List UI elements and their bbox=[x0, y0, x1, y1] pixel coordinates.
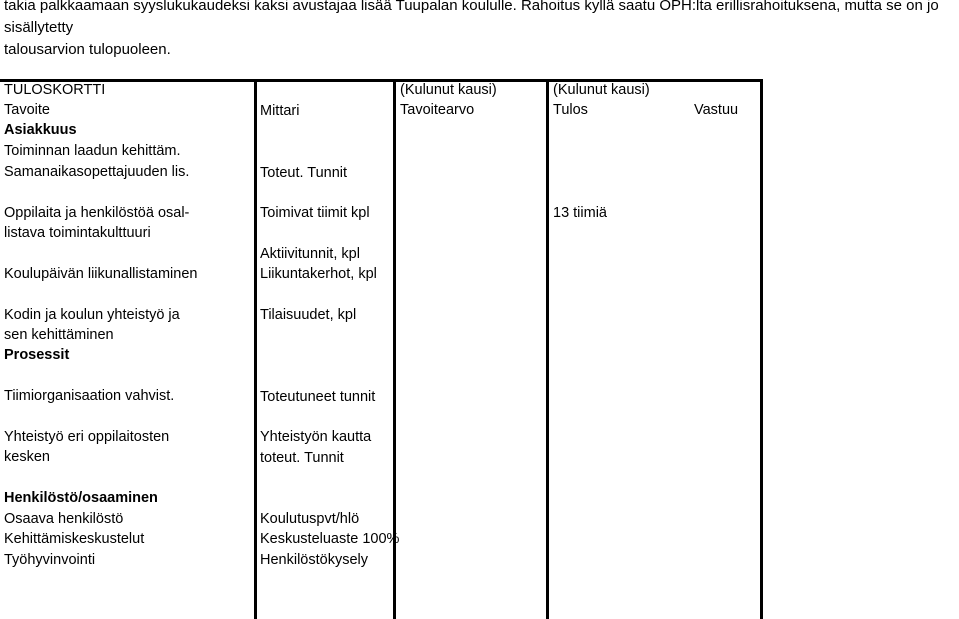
metric-training-days: Koulutuspvt/hlö bbox=[260, 511, 360, 527]
goal-wellbeing: Työhyvinvointi bbox=[4, 552, 96, 568]
intro-line-1: takia palkkaamaan syyslukukaudeksi kaksi avustajaa lisää Tuupalan koululle. Rahoitus kyllä saatu OPH:lta erillisrahoituksena, mutta se on jo sisällytetty bbox=[4, 0, 939, 36]
goal-home-school-2: sen kehittäminen bbox=[4, 327, 114, 343]
card-title: TULOSKORTTI bbox=[4, 82, 106, 98]
goal-participatory-culture-2: listava toimintakulttuuri bbox=[4, 225, 151, 241]
intro-paragraph bbox=[4, 0, 959, 61]
section-processes: Prosessit bbox=[4, 347, 70, 363]
table-divider-4 bbox=[760, 79, 763, 619]
goal-team-organization: Tiimiorganisaation vahvist. bbox=[4, 388, 175, 404]
metric-cooperation-1: Yhteistyön kautta bbox=[260, 429, 372, 445]
section-staff: Henkilöstö/osaaminen bbox=[4, 490, 158, 506]
goal-competent-staff: Osaava henkilöstö bbox=[4, 511, 124, 527]
goal-header: Tavoite bbox=[4, 102, 50, 118]
metric-header: Mittari bbox=[260, 103, 300, 119]
intro-line-2: talousarvion tulopuoleen. bbox=[4, 41, 171, 58]
result-header: Tulos bbox=[553, 102, 588, 118]
target-period-label: (Kulunut kausi) bbox=[400, 82, 497, 98]
goal-cooperation-1: Yhteistyö eri oppilaitosten bbox=[4, 429, 170, 445]
results-card-table bbox=[0, 79, 959, 619]
goal-cooperation-2: kesken bbox=[4, 449, 50, 465]
metric-cooperation-2: toteut. Tunnit bbox=[260, 450, 344, 466]
goal-development-discussions: Kehittämiskeskustelut bbox=[4, 531, 145, 547]
result-teams: 13 tiimiä bbox=[553, 205, 607, 221]
metric-discussion-rate: Keskusteluaste 100% bbox=[260, 531, 400, 547]
table-divider-3 bbox=[546, 79, 549, 619]
goal-co-teaching: Samanaikasopettajuuden lis. bbox=[4, 164, 190, 180]
metric-hours-realized: Toteut. Tunnit bbox=[260, 165, 348, 181]
goal-school-day-activity: Koulupäivän liikunallistaminen bbox=[4, 266, 198, 282]
metric-staff-survey: Henkilöstökysely bbox=[260, 552, 368, 568]
result-period-label: (Kulunut kausi) bbox=[553, 82, 650, 98]
metric-events: Tilaisuudet, kpl bbox=[260, 307, 357, 323]
goal-quality-development: Toiminnan laadun kehittäm. bbox=[4, 143, 181, 159]
metric-realized-hours: Toteutuneet tunnit bbox=[260, 389, 376, 405]
metric-sports-clubs: Liikuntakerhot, kpl bbox=[260, 266, 377, 282]
metric-teams: Toimivat tiimit kpl bbox=[260, 205, 370, 221]
table-divider-1 bbox=[254, 79, 257, 619]
responsible-header: Vastuu bbox=[694, 102, 739, 118]
goal-home-school-1: Kodin ja koulun yhteistyö ja bbox=[4, 307, 180, 323]
metric-active-hours: Aktiivitunnit, kpl bbox=[260, 246, 360, 262]
target-value-header: Tavoitearvo bbox=[400, 102, 475, 118]
goal-participatory-culture-1: Oppilaita ja henkilöstöä osal- bbox=[4, 205, 190, 221]
section-customers: Asiakkuus bbox=[4, 122, 77, 138]
